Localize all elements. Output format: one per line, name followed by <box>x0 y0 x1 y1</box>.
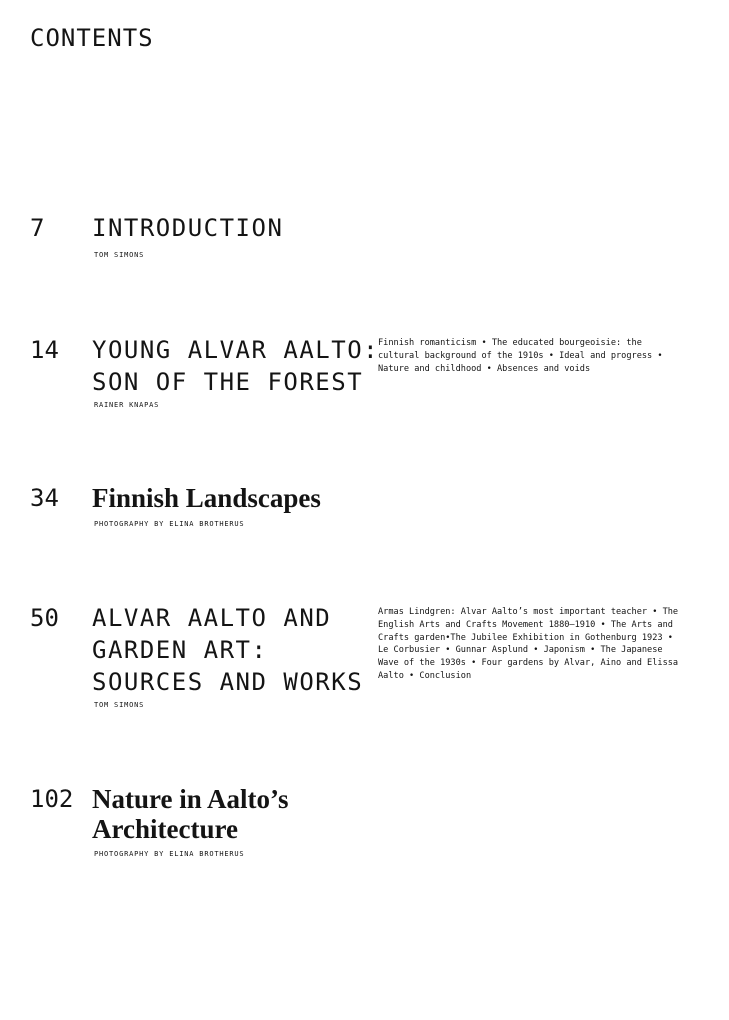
chapter-title: Finnish Landscapes <box>92 483 321 513</box>
chapter-author: TOM SIMONS <box>94 251 145 259</box>
chapter-title: INTRODUCTION <box>92 214 284 242</box>
chapter-description: Finnish romanticism • The educated bourgeoisie: the cultural background of the 1910s • Ideal and progress • Nature and childhood • Absences and voids <box>378 338 663 374</box>
page-number: 7 <box>30 214 45 242</box>
page-title: CONTENTS <box>30 24 154 52</box>
chapter-author: PHOTOGRAPHY BY ELINA BROTHERUS <box>94 520 245 528</box>
chapter-title: YOUNG ALVAR AALTO: SON OF THE FOREST <box>92 336 380 396</box>
chapter-title: ALVAR AALTO AND GARDEN ART: SOURCES AND WORKS <box>92 604 364 696</box>
chapter-author: TOM SIMONS <box>94 701 145 709</box>
chapter-description: Armas Lindgren: Alvar Aalto’s most important teacher • The English Arts and Crafts Movement 1880–1910 • The Arts and Crafts garden•The Jubilee Exhibition in Gothenburg 1923 • Le Corbusier • Gunnar Asplund • Japonism • The Japanese Wave of the 1930s • Four gardens by Alvar, Aino and Elissa Aalto • Conclusion <box>378 607 679 681</box>
page-number: 34 <box>30 484 59 512</box>
toc-entry-garden-art[interactable] <box>0 602 729 722</box>
toc-entry-introduction[interactable] <box>0 212 729 272</box>
chapter-title: Nature in Aalto’s Architecture <box>92 784 289 844</box>
chapter-author: RAINER KNAPAS <box>94 401 160 409</box>
page-number: 14 <box>30 336 59 364</box>
page-number: 50 <box>30 604 59 632</box>
toc-entry-nature-in-aalto-architecture[interactable] <box>0 783 729 873</box>
chapter-author: PHOTOGRAPHY BY ELINA BROTHERUS <box>94 850 245 858</box>
toc-entry-finnish-landscapes[interactable] <box>0 482 729 542</box>
page-number: 102 <box>30 785 74 813</box>
toc-entry-young-alvar-aalto[interactable] <box>0 334 729 424</box>
